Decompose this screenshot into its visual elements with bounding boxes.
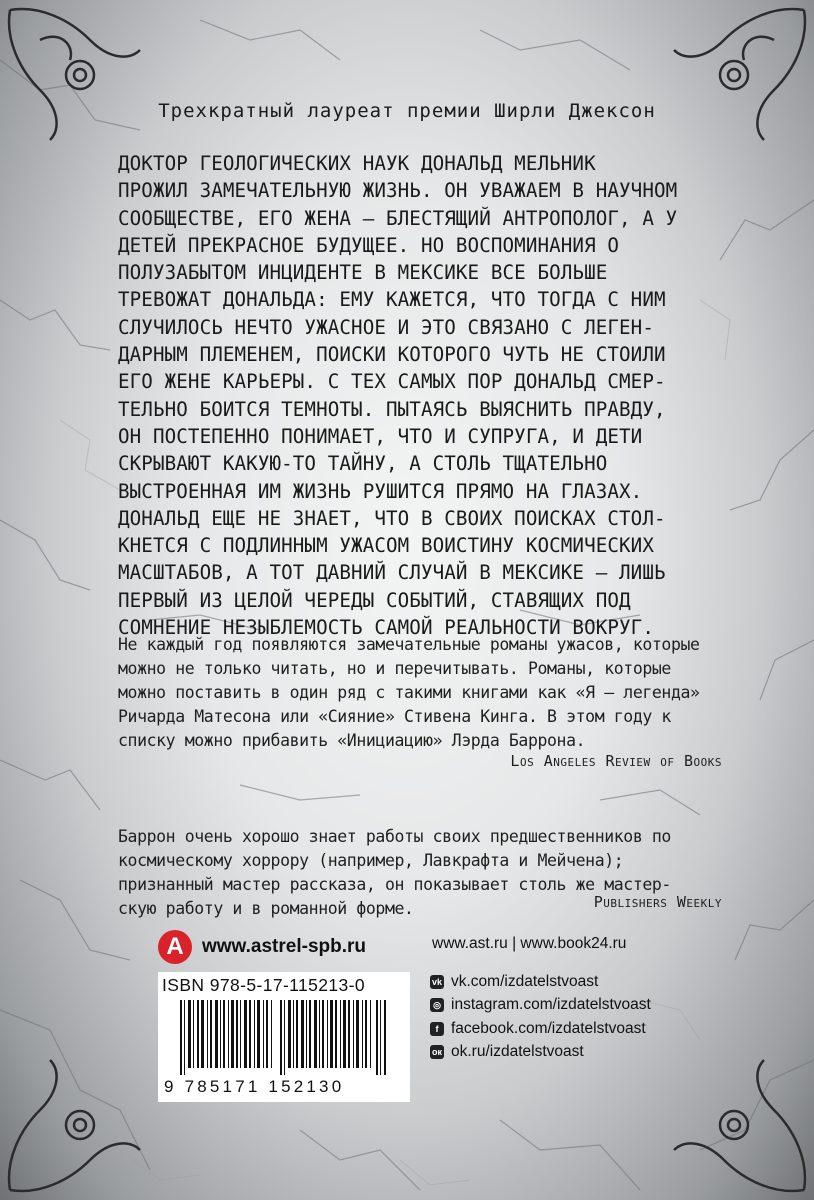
review-quote-la: [118, 633, 728, 753]
synopsis-line: ДОНАЛЬД ЕЩЕ НЕ ЗНАЕТ, ЧТО В СВОИХ ПОИСКАХ СТОЛ-: [118, 506, 666, 530]
vk-icon: vk: [431, 976, 442, 987]
social-link-label[interactable]: instagram.com/izdatelstvoast: [451, 996, 651, 1014]
synopsis-line: СЛУЧИЛОСЬ НЕЧТО УЖАСНОЕ И ЭТО СВЯЗАНО С ЛЕГЕН-: [118, 315, 654, 339]
review-source-la: Los Angeles Review of Books: [510, 752, 722, 770]
synopsis-line: МАСШТАБОВ, А ТОТ ДАВНИЙ СЛУЧАЙ В МЕКСИКЕ — ЛИШЬ: [118, 561, 666, 585]
quote-line: Ричарда Матесона или «Сияние» Стивена Кинга. В этом году к: [118, 707, 671, 726]
social-link-label[interactable]: facebook.com/izdatelstvoast: [451, 1019, 646, 1037]
social-link-instagram[interactable]: [430, 994, 651, 1018]
facebook-icon: f: [430, 1022, 444, 1036]
synopsis-line: СОМНЕНИЕ НЕЗЫБЛЕМОСТЬ САМОЙ РЕАЛЬНОСТИ ВОКРУГ.: [118, 616, 654, 640]
quote-line: скую работу и в романной форме.: [118, 899, 414, 918]
synopsis-line: ВЫСТРОЕННАЯ ИМ ЖИЗНЬ РУШИТСЯ ПРЯМО НА ГЛАЗАХ.: [118, 479, 643, 503]
social-link-vk[interactable]: [430, 970, 651, 994]
review-source-pw: Publishers Weekly: [593, 893, 722, 911]
quote-line: Баррон очень хорошо знает работы своих предшественников по: [118, 827, 671, 846]
corner-ornament-top-left: [0, 0, 150, 150]
corner-ornament-top-right: [664, 0, 814, 150]
barcode-image: [180, 1000, 392, 1075]
synopsis-line: ДОКТОР ГЕОЛОГИЧЕСКИХ НАУК ДОНАЛЬД МЕЛЬНИК: [118, 152, 596, 175]
publisher-logo: A: [158, 930, 192, 964]
quote-line: можно поставить в один ряд с такими книгами как «Я — легенда»: [118, 683, 700, 702]
synopsis-line: ПОЛУЗАБЫТОМ ИНЦИДЕНТЕ В МЕКСИКЕ ВСЕ БОЛЬШЕ: [118, 261, 608, 285]
quote-line: списку можно прибавить «Инициацию» Лэрда Баррона.: [118, 731, 586, 750]
quote-line: можно не только читать, но и перечитывать. Романы, которые: [118, 659, 671, 678]
quote-line: признанный мастер рассказа, он показывает столь же мастер-: [118, 875, 671, 894]
synopsis-line: ПРОЖИЛ ЗАМЕЧАТЕЛЬНУЮ ЖИЗНЬ. ОН УВАЖАЕМ В НАУЧНОМ: [118, 179, 678, 203]
corner-ornament-bottom-right: [664, 1050, 814, 1200]
quote-line: Не каждый год появляются замечательные романы ужасов, которые: [118, 635, 700, 654]
social-link-facebook[interactable]: [430, 1017, 651, 1041]
synopsis: [118, 150, 718, 641]
award-tagline: Трехкратный лауреат премии Ширли Джексон: [158, 100, 656, 122]
synopsis-line: ДАРНЫМ ПЛЕМЕНЕМ, ПОИСКИ КОТОРОГО ЧУТЬ НЕ СТОИЛИ: [118, 343, 666, 367]
synopsis-line: ПЕРВЫЙ ИЗ ЦЕЛОЙ ЧЕРЕДЫ СОБЫТИЙ, СТАВЯЩИХ ПОД: [118, 588, 631, 612]
social-link-ok[interactable]: [430, 1041, 651, 1065]
synopsis-line: ОН ПОСТЕПЕННО ПОНИМАЕТ, ЧТО И СУПРУГА, И ДЕТИ: [118, 424, 643, 448]
corner-ornament-bottom-left: [0, 1050, 150, 1200]
instagram-icon: ◎: [430, 998, 444, 1012]
synopsis-line: ТРЕВОЖАТ ДОНАЛЬДА: ЕМУ КАЖЕТСЯ, ЧТО ТОГДА С НИМ: [118, 288, 666, 312]
shop-links[interactable]: www.ast.ru | www.book24.ru: [432, 935, 627, 952]
quote-line: космическому хоррору (например, Лавкрафта и Мейчена);: [118, 851, 624, 870]
publisher-brand: [158, 930, 366, 964]
social-link-label[interactable]: vk.com/izdatelstvoast: [451, 972, 599, 990]
synopsis-line: КНЕТСЯ С ПОДЛИННЫМ УЖАСОМ ВОИСТИНУ КОСМИЧЕСКИХ: [118, 534, 654, 558]
barcode-digits: 9 785171 152130: [164, 1077, 345, 1096]
odnoklassniki-icon: ок: [431, 1047, 442, 1058]
social-links: [430, 970, 651, 1064]
synopsis-line: ДЕТЕЙ ПРЕКРАСНОЕ БУДУЩЕЕ. НО ВОСПОМИНАНИЯ О: [118, 233, 620, 257]
synopsis-line: СООБЩЕСТВЕ, ЕГО ЖЕНА — БЛЕСТЯЩИЙ АНТРОПОЛОГ, А У: [118, 206, 678, 230]
publisher-url-link[interactable]: www.astrel-spb.ru: [202, 936, 366, 957]
synopsis-line: ЕГО ЖЕНЕ КАРЬЕРЫ. С ТЕХ САМЫХ ПОР ДОНАЛЬД СМЕР-: [118, 370, 666, 394]
isbn-label: ISBN 978-5-17-115213-0: [162, 975, 366, 995]
synopsis-line: СКРЫВАЮТ КАКУЮ-ТО ТАЙНУ, А СТОЛЬ ТЩАТЕЛЬНО: [118, 452, 608, 476]
synopsis-line: ТЕЛЬНО БОИТСЯ ТЕМНОТЫ. ПЫТАЯСЬ ВЫЯСНИТЬ ПРАВДУ,: [118, 397, 666, 421]
social-link-label[interactable]: ok.ru/izdatelstvoast: [451, 1043, 584, 1061]
